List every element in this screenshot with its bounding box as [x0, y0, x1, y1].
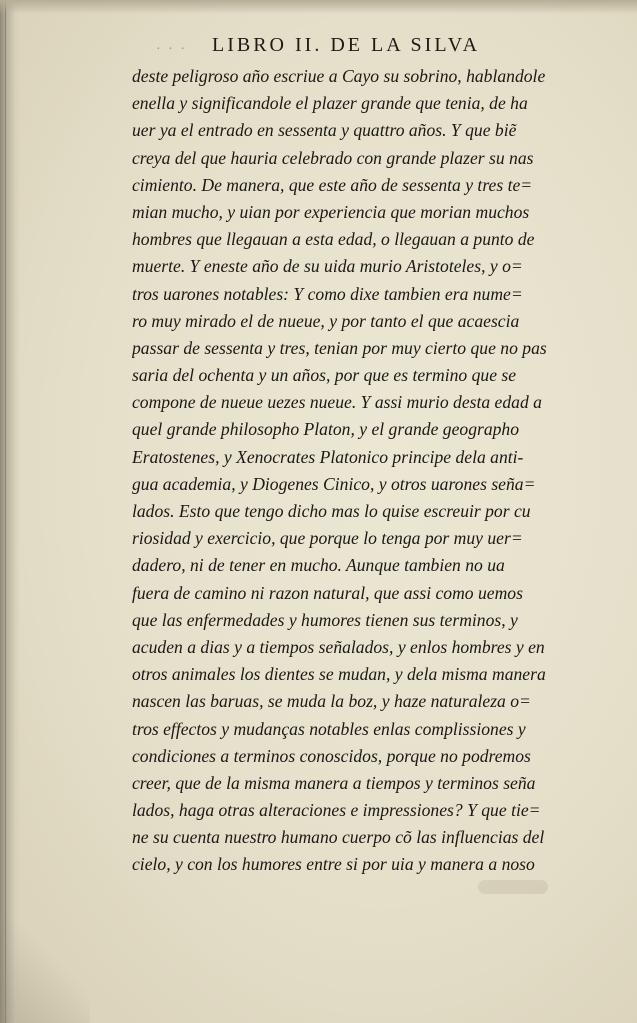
text-line: otros animales los dientes se mudan, y dela misma manera [132, 664, 546, 685]
page-edge-line [5, 0, 6, 1023]
text-line: lados, haga otras alteraciones e impressiones? Y que tie= [132, 800, 541, 821]
text-line: nascen las baruas, se muda la boz, y haze naturaleza o= [132, 691, 531, 712]
text-line: creya del que hauria celebrado con grande plazer su nas [132, 147, 534, 168]
text-line: mian mucho, y uian por experiencia que morian muchos [132, 201, 530, 222]
text-line: enella y significandole el plazer grande que tenia, de ha [132, 93, 528, 114]
text-line: hombres que llegauan a esta edad, o llegauan a punto de [132, 229, 535, 250]
text-line: passar de sessenta y tres, tenian por muy cierto que no pas [132, 337, 547, 358]
page-gutter-shadow [0, 0, 20, 1023]
text-line: quel grande philosopho Platon, y el grande geographo [132, 419, 520, 440]
text-line: cielo, y con los humores entre si por uia y manera a noso [132, 854, 535, 875]
page-corner-crease [0, 913, 90, 1023]
header-ornament: · · · [156, 42, 187, 57]
text-line: gua academia, y Diogenes Cinico, y otros uarones seña= [132, 473, 536, 494]
text-line: que las enfermedades y humores tienen sus terminos, y [132, 609, 518, 630]
text-line: tros uarones notables: Y como dixe tambien era nume= [132, 283, 523, 304]
text-line: ro muy mirado el de nueue, y por tanto el que acaescia [132, 310, 520, 331]
text-line: ne su cuenta nuestro humano cuerpo cõ las influencias del [132, 827, 545, 848]
text-line: creer, que de la misma manera a tiempos y terminos seña [132, 772, 536, 793]
text-line: tros effectos y mudanças notables enlas complissiones y [132, 718, 526, 739]
text-line: Eratostenes, y Xenocrates Platonico principe dela anti- [132, 446, 524, 467]
text-line: deste peligroso año escriue a Cayo su sobrino, hablandole [132, 66, 546, 86]
paper-stain [478, 880, 548, 894]
text-line: riosidad y exercicio, que porque lo tenga por muy uer= [132, 528, 523, 549]
text-line: lados. Esto que tengo dicho mas lo quise escreuir por cu [132, 501, 531, 521]
page-top-shadow [0, 0, 637, 14]
running-head: LIBRO II. DE LA SILVA [212, 34, 481, 56]
text-line: muerte. Y eneste año de su uida murio Aristoteles, y o= [132, 256, 523, 277]
text-line: uer ya el entrado en sessenta y quattro años. Y que biẽ [132, 120, 517, 141]
text-line: fuera de camino ni razon natural, que assi como uemos [132, 582, 523, 603]
text-line: compone de nueue uezes nueue. Y assi murio desta edad a [132, 392, 542, 413]
text-line: dadero, ni de tener en mucho. Aunque tambien no ua [132, 555, 505, 576]
text-line: acuden a dias y a tiempos señalados, y enlos hombres y en [132, 636, 545, 657]
text-line: cimiento. De manera, que este año de sessenta y tres te= [132, 174, 533, 195]
text-line: condiciones a terminos conoscidos, porque no podremos [132, 745, 531, 766]
body-text [132, 63, 608, 879]
text-line: saria del ochenta y un años, por que es termino que se [132, 365, 517, 386]
